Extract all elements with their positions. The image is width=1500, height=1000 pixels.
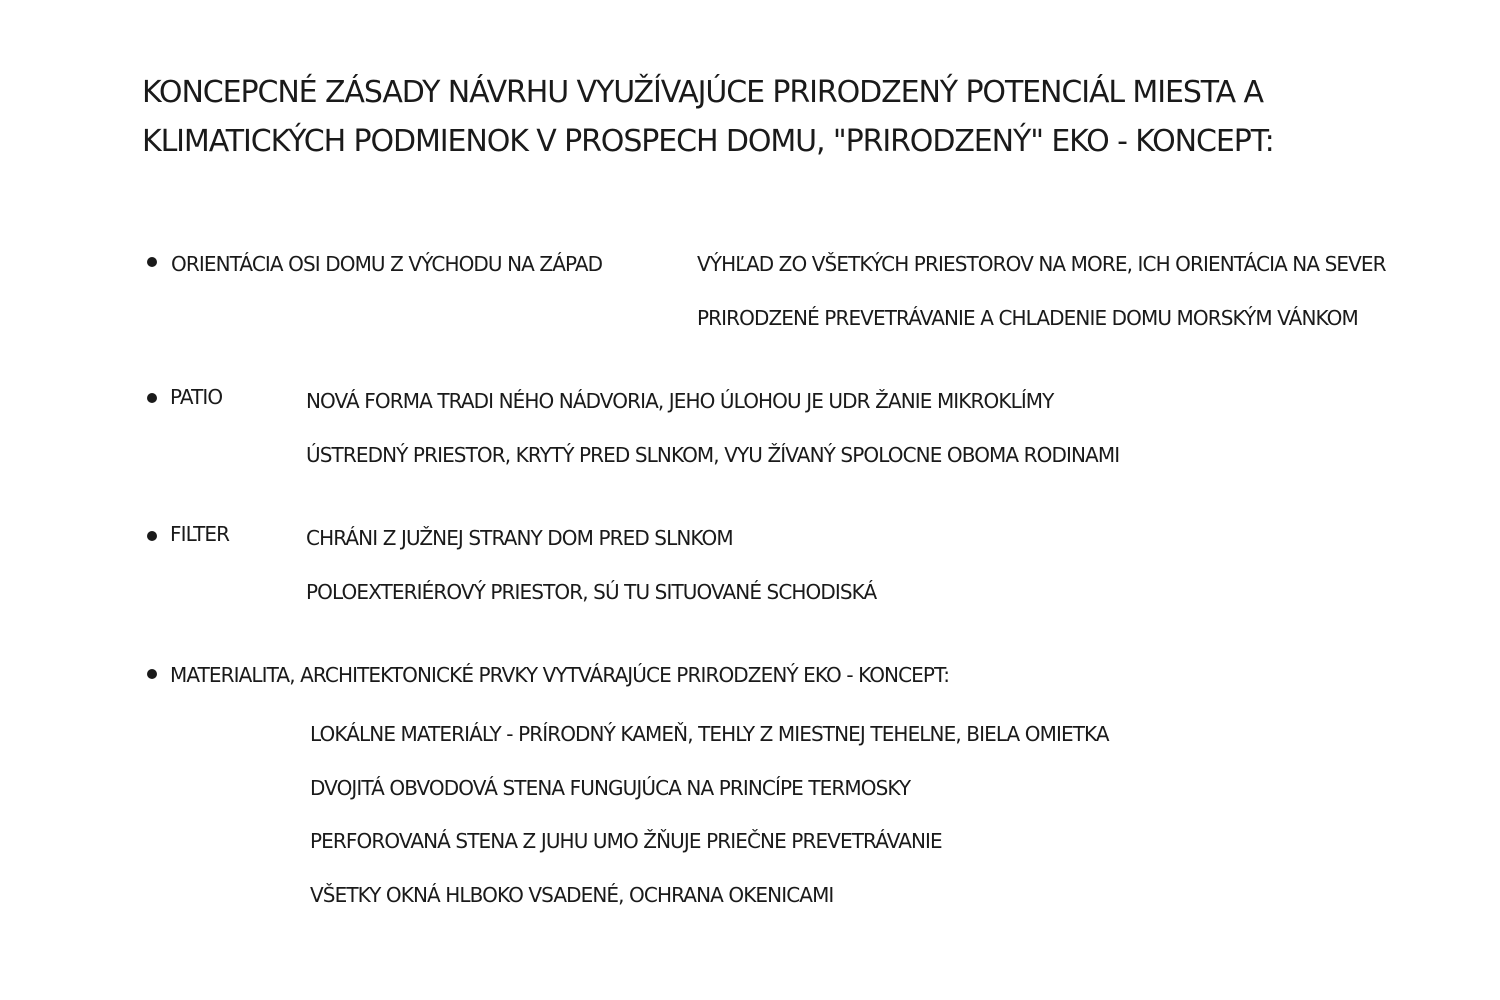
bullet-icon (147, 531, 157, 541)
bullet-icon (147, 393, 157, 403)
section-line: LOKÁLNE MATERIÁLY - PRÍRODNÝ KAMEŇ, TEHLY Z MIESTNEJ TEHELNE, BIELA OMIETKA (310, 722, 1109, 746)
section-line: PRIRODZENÉ PREVETRÁVANIE A CHLADENIE DOMU MORSKÝM VÁNKOM (697, 306, 1358, 330)
section-label-patio: PATIO (170, 385, 223, 409)
section-line: VŠETKY OKNÁ HLBOKO VSADENÉ, OCHRANA OKENICAMI (310, 883, 834, 907)
section-label-orientation: ORIENTÁCIA OSI DOMU Z VÝCHODU NA ZÁPAD (171, 252, 603, 276)
page-title-line-1: KONCEPCNÉ ZÁSADY NÁVRHU VYUŽÍVAJÚCE PRIRODZENÝ POTENCIÁL MIESTA A (142, 75, 1263, 110)
section-label-filter: FILTER (170, 522, 230, 546)
bullet-icon (147, 257, 157, 267)
section-line: CHRÁNI Z JUŽNEJ STRANY DOM PRED SLNKOM (306, 526, 733, 550)
section-label-materiality: MATERIALITA, ARCHITEKTONICKÉ PRVKY VYTVÁRAJÚCE PRIRODZENÝ EKO - KONCEPT: (170, 663, 950, 687)
section-line: PERFOROVANÁ STENA Z JUHU UMO ŽŇUJE PRIEČNE PREVETRÁVANIE (310, 829, 942, 853)
section-line: DVOJITÁ OBVODOVÁ STENA FUNGUJÚCA NA PRINCÍPE TERMOSKY (310, 776, 911, 800)
section-line: ÚSTREDNÝ PRIESTOR, KRYTÝ PRED SLNKOM, VYU ŽÍVANÝ SPOLOCNE OBOMA RODINAMI (306, 443, 1120, 467)
page-title-line-2: KLIMATICKÝCH PODMIENOK V PROSPECH DOMU, "PRIRODZENÝ" EKO - KONCEPT: (142, 124, 1274, 159)
section-line: VÝHĽAD ZO VŠETKÝCH PRIESTOROV NA MORE, ICH ORIENTÁCIA NA SEVER (697, 252, 1386, 276)
section-line: NOVÁ FORMA TRADI NÉHO NÁDVORIA, JEHO ÚLOHOU JE UDR ŽANIE MIKROKLÍMY (306, 389, 1054, 413)
bullet-icon (147, 669, 157, 679)
section-line: POLOEXTERIÉROVÝ PRIESTOR, SÚ TU SITUOVANÉ SCHODISKÁ (306, 580, 877, 604)
